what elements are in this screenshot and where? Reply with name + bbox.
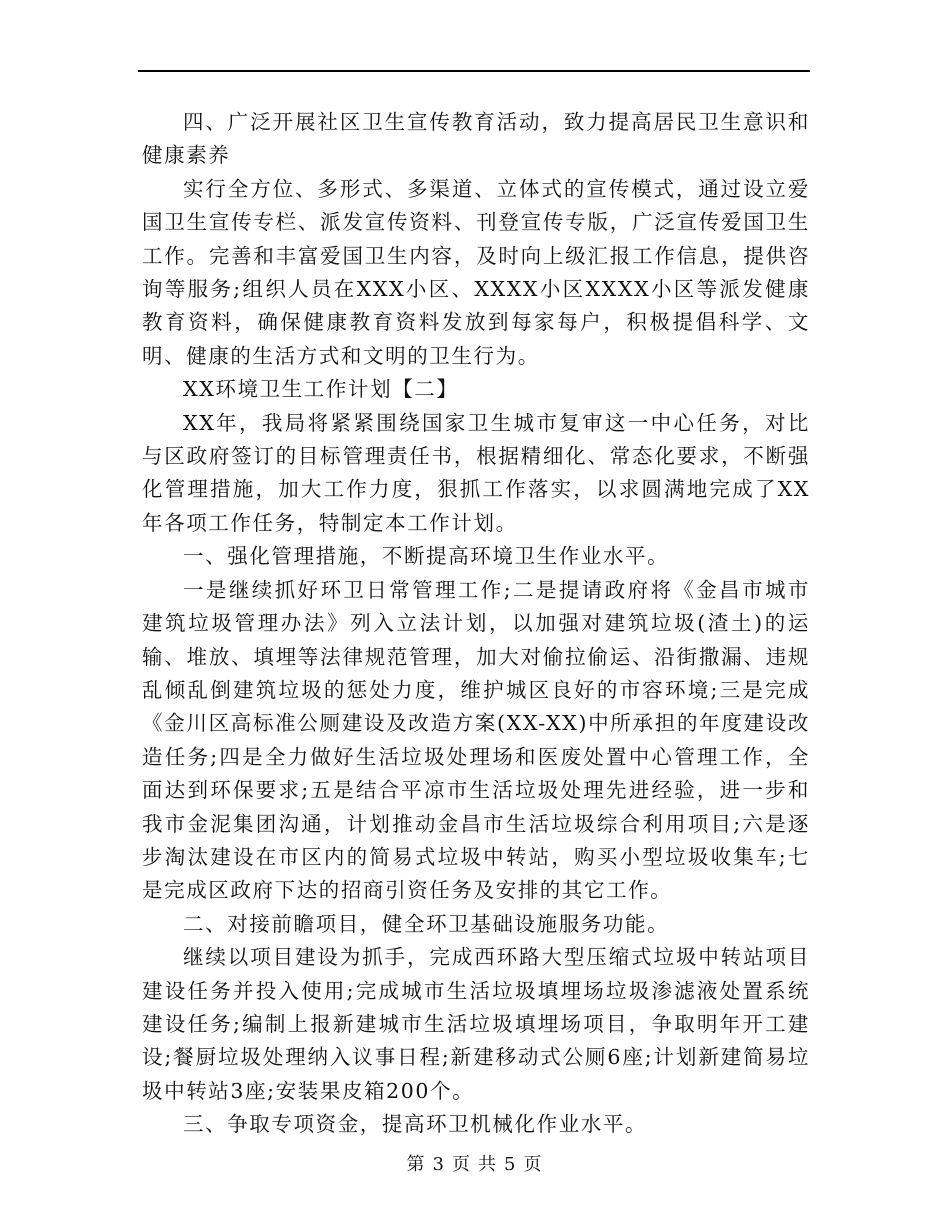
body-paragraph: 一是继续抓好环卫日常管理工作;二是提请政府将《金昌市城市建筑垃圾管理办法》列入立法计划，以加强对建筑垃圾(渣土)的运输、堆放、填埋等法律规范管理，加大对偷拉偷运、沿街撒漏、违规乱倾乱倒建筑垃圾的惩处力度，维护城区良好的市容环境;三是完成《金川区高标准公厕建设及改造方案(XX-XX)中所承担的年度建设改造任务;四是全力做好生活垃圾处理场和医废处置中心管理工作，全面达到环保要求;五是结合平凉市生活垃圾处理先进经验，进一步和我市金泥集团沟通，计划推动金昌市生活垃圾综合利用项目;六是逐步淘汰建设在市区内的简易式垃圾中转站，购买小型垃圾收集车;七是完成区政府下达的招商引资任务及安排的其它工作。 <box>142 577 810 903</box>
body-paragraph: 实行全方位、多形式、多渠道、立体式的宣传模式，通过设立爱国卫生宣传专栏、派发宣传资料、刊登宣传专版，广泛宣传爱国卫生工作。完善和丰富爱国卫生内容，及时向上级汇报工作信息，提供咨询等服务;组织人员在XXX小区、XXXX小区XXXX小区等派发健康教育资料，确保健康教育资料发放到每家每户，积极提倡科学、文明、健康的生活方式和文明的卫生行为。 <box>142 176 810 368</box>
document-body <box>142 106 810 1142</box>
footer-page-word: 页 <box>452 1154 472 1175</box>
document-title: XX环境卫生工作计划【二】 <box>183 377 459 402</box>
footer-suffix: 页 <box>523 1154 544 1175</box>
body-paragraph: 继续以项目建设为抓手，完成西环路大型压缩式垃圾中转站项目建设任务并投入使用;完成城市生活垃圾填埋场垃圾渗滤液处置系统建设任务;编制上报新建城市生活垃圾填埋场项目，争取明年开工建设;餐厨垃圾处理纳入议事日程;新建移动式公厕6座;计划新建简易垃圾中转站3座;安装果皮箱200个。 <box>142 945 810 1103</box>
footer-total-word: 共 <box>478 1154 498 1175</box>
current-page-number: 3 <box>432 1154 446 1175</box>
section-heading-2: 二、对接前瞻项目，健全环卫基础设施服务功能。 <box>183 911 670 936</box>
section-heading-1: 一、强化管理措施，不断提高环境卫生作业水平。 <box>183 544 670 569</box>
page-footer <box>0 1150 950 1176</box>
body-paragraph: XX年，我局将紧紧围绕国家卫生城市复审这一中心任务，对比与区政府签订的目标管理责任书，根据精细化、常态化要求，不断强化管理措施，加大工作力度，狠抓工作落实，以求圆满地完成了XX年各项工作任务，特制定本工作计划。 <box>142 410 810 535</box>
header-rule <box>138 70 810 72</box>
section-heading-3: 三、争取专项资金，提高环卫机械化作业水平。 <box>183 1112 648 1137</box>
section-heading-4: 四、广泛开展社区卫生宣传教育活动，致力提高居民卫生意识和健康素养 <box>142 110 810 168</box>
footer-prefix: 第 <box>406 1154 427 1175</box>
total-pages-number: 5 <box>504 1154 518 1175</box>
